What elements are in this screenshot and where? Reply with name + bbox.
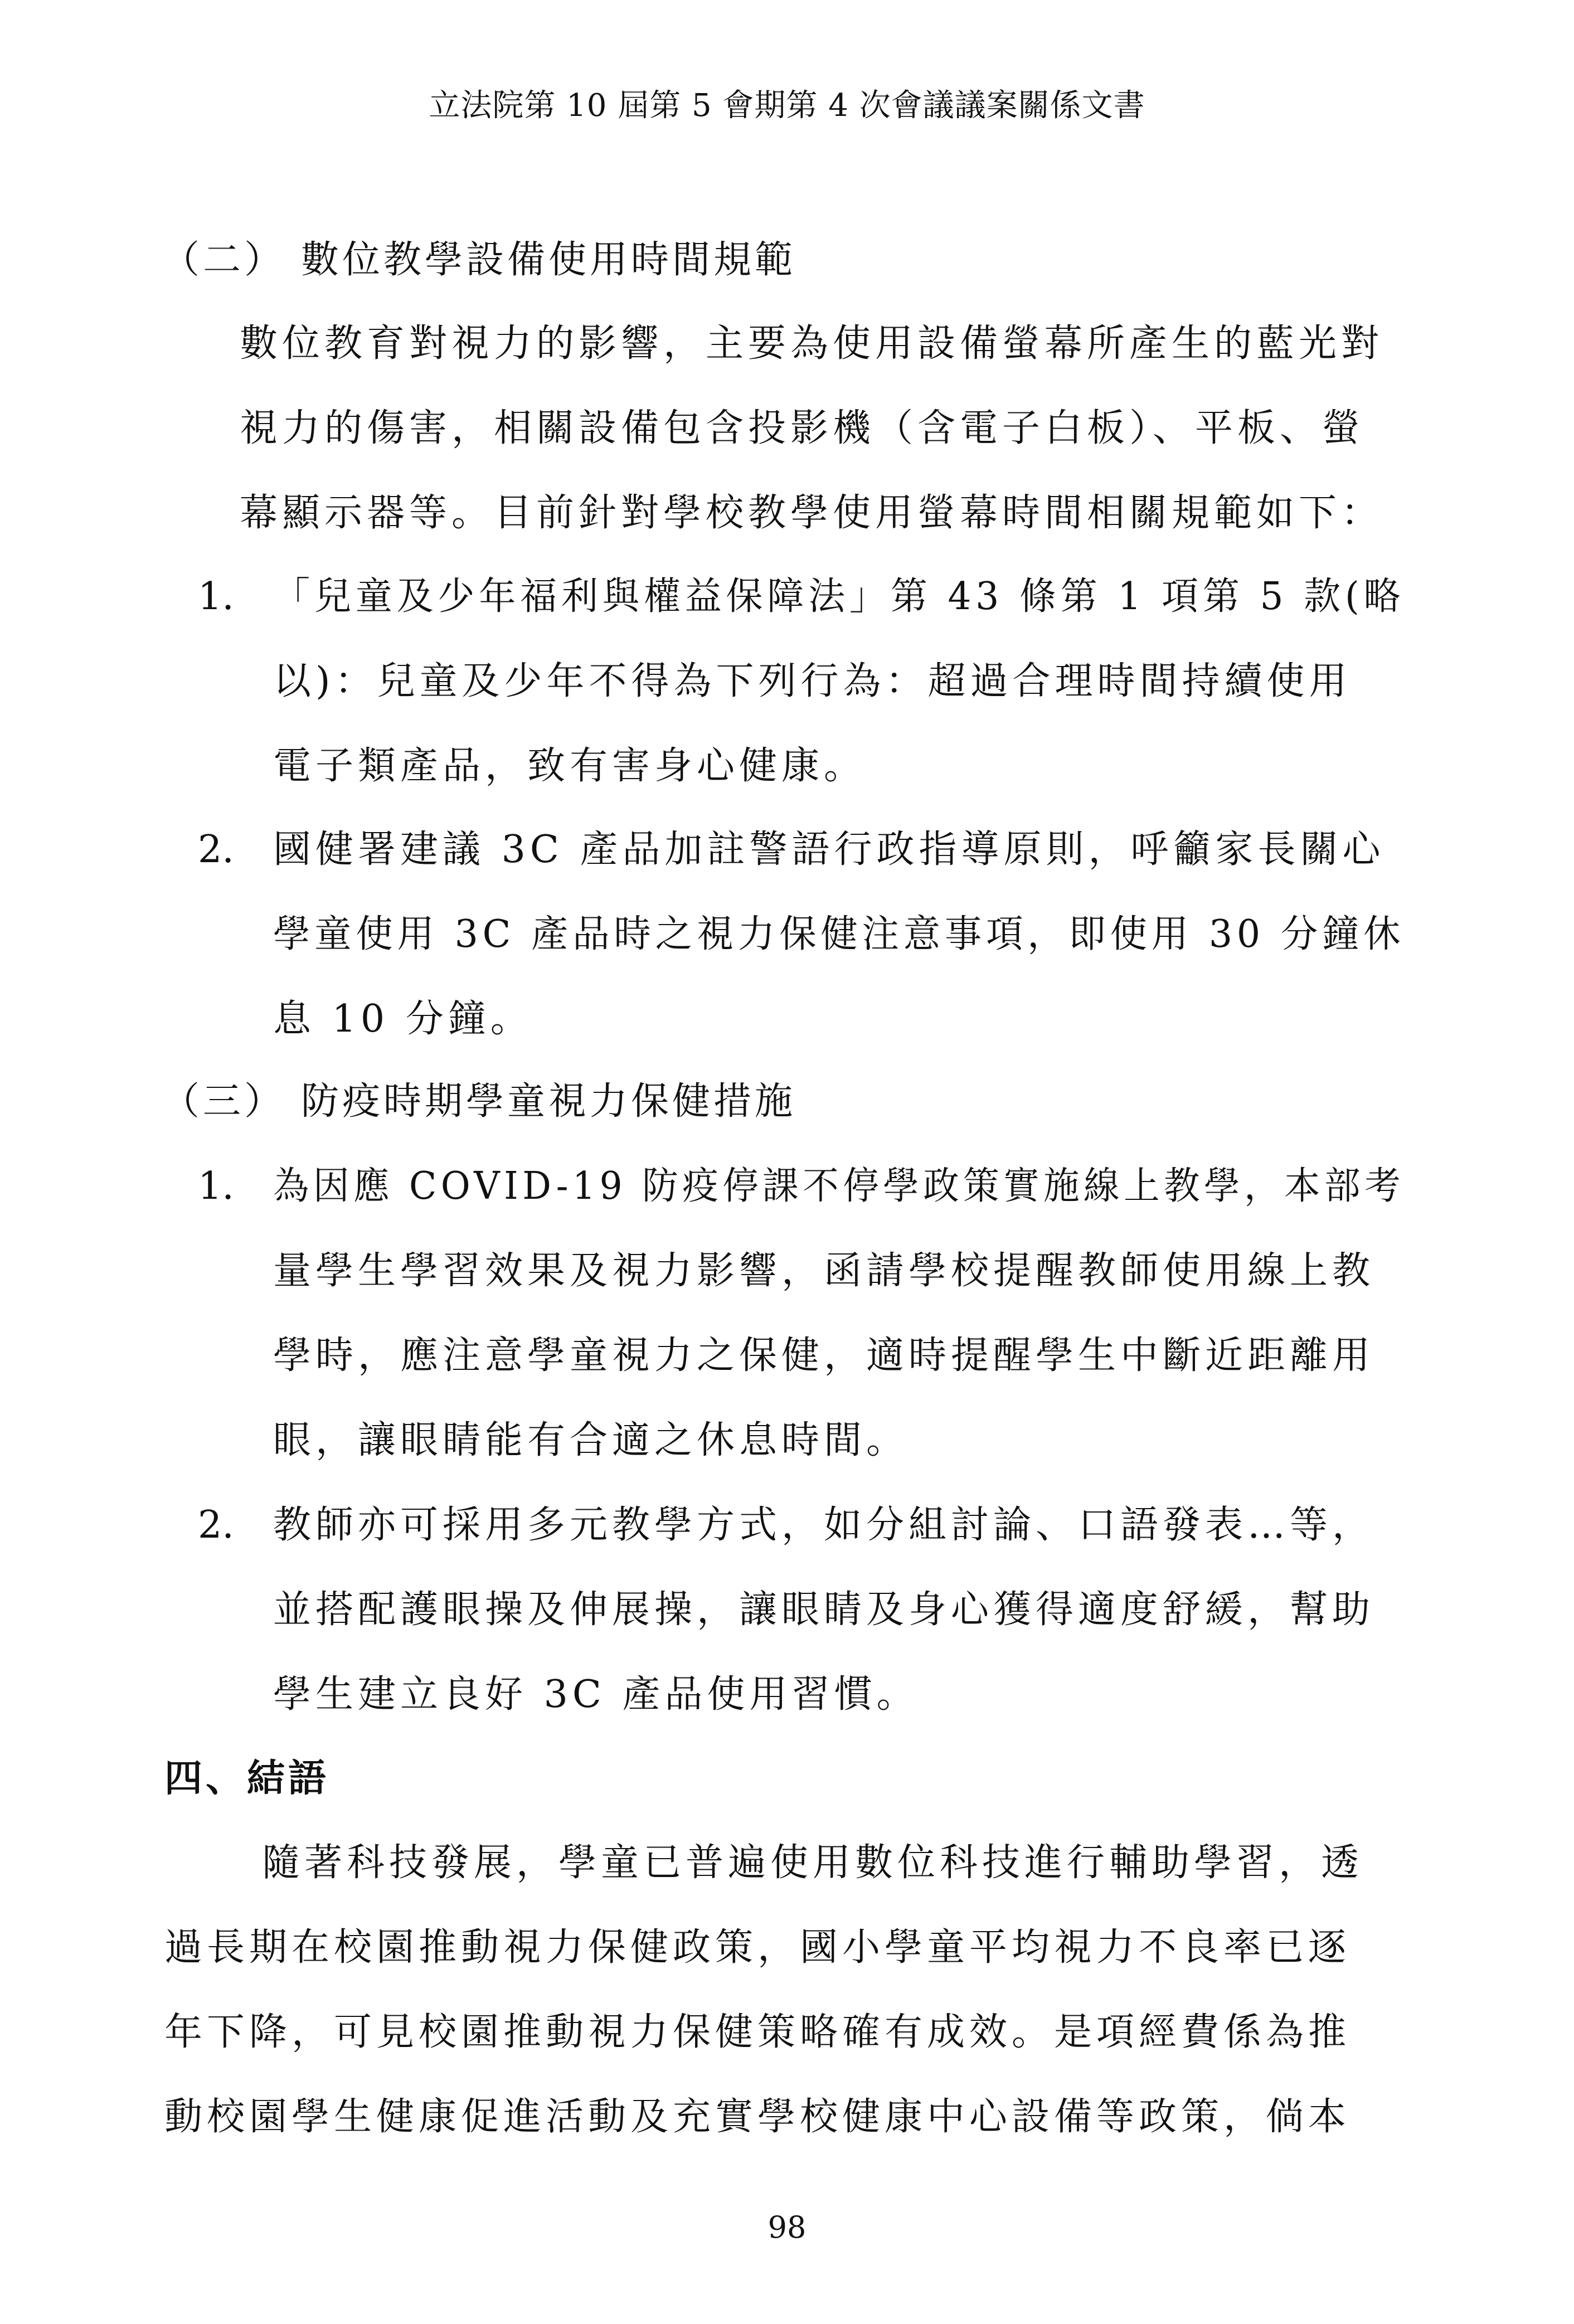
conclusion-line-3: 年下降，可見校園推動視力保健策略確有成效。是項經費係為推 <box>164 2010 1351 2054</box>
section-3-item-1-line-2: 量學生學習效果及視力影響，函請學校提醒教師使用線上教 <box>273 1249 1375 1293</box>
section-3-number: （三） <box>162 1080 286 1124</box>
section-2-heading: 數位教學設備使用時間規範 <box>301 238 796 282</box>
section-3-item-2-line-2: 並搭配護眼操及伸展操，讓眼睛及身心獲得適度舒緩，幫助 <box>273 1588 1375 1632</box>
section-2-intro-line-3: 幕顯示器等。目前針對學校教學使用螢幕時間相關規範如下： <box>240 491 1384 535</box>
section-4-heading: 四、結語 <box>164 1756 330 1801</box>
section-2-item-2-line-1: 國健署建議 3C 產品加註警語行政指導原則，呼籲家長關心 <box>273 828 1385 872</box>
section-2-item-1-line-2: 以)：兒童及少年不得為下列行為：超過合理時間持續使用 <box>273 659 1352 703</box>
section-3-heading: 防疫時期學童視力保健措施 <box>301 1080 796 1124</box>
section-3-item-1-number: 1. <box>198 1164 234 1208</box>
section-2-number: （二） <box>162 238 286 282</box>
section-2-intro-line-1: 數位教育對視力的影響，主要為使用設備螢幕所產生的藍光對 <box>240 322 1384 366</box>
page-header: 立法院第 10 屆第 5 會期第 4 次會議議案關係文書 <box>429 87 1145 124</box>
section-3-item-1-line-4: 眼，讓眼睛能有合適之休息時間。 <box>273 1418 909 1462</box>
section-3-item-1-line-1: 為因應 COVID-19 防疫停課不停學政策實施線上教學，本部考 <box>273 1164 1405 1208</box>
conclusion-line-4: 動校園學生健康促進活動及充實學校健康中心設備等政策，倘本 <box>164 2095 1351 2139</box>
section-2-intro-line-2: 視力的傷害，相關設備包含投影機（含電子白板）、平板、螢 <box>240 406 1365 450</box>
section-2-item-1-line-1: 「兒童及少年福利與權益保障法」第 43 條第 1 項第 5 款(略 <box>273 575 1405 619</box>
conclusion-line-2: 過長期在校園推動視力保健政策，國小學童平均視力不良率已逐 <box>164 1926 1351 1970</box>
page-number: 98 <box>767 2210 807 2245</box>
section-3-item-2-number: 2. <box>198 1503 234 1547</box>
section-3-item-1-line-3: 學時，應注意學童視力之保健，適時提醒學生中斷近距離用 <box>273 1334 1375 1378</box>
section-2-item-2-number: 2. <box>198 828 234 872</box>
section-2-item-2-line-3: 息 10 分鐘。 <box>273 997 533 1041</box>
section-2-item-1-line-3: 電子類產品，致有害身心健康。 <box>273 744 867 788</box>
section-2-item-1-number: 1. <box>198 575 234 619</box>
conclusion-line-1: 隨著科技發展，學童已普遍使用數位科技進行輔助學習，透 <box>262 1841 1364 1885</box>
section-3-item-2-line-1: 教師亦可採用多元教學方式，如分組討論、口語發表…等， <box>273 1503 1375 1547</box>
section-2-item-2-line-2: 學童使用 3C 產品時之視力保健注意事項，即使用 30 分鐘休 <box>273 912 1405 956</box>
section-3-item-2-line-3: 學生建立良好 3C 產品使用習慣。 <box>273 1672 919 1717</box>
